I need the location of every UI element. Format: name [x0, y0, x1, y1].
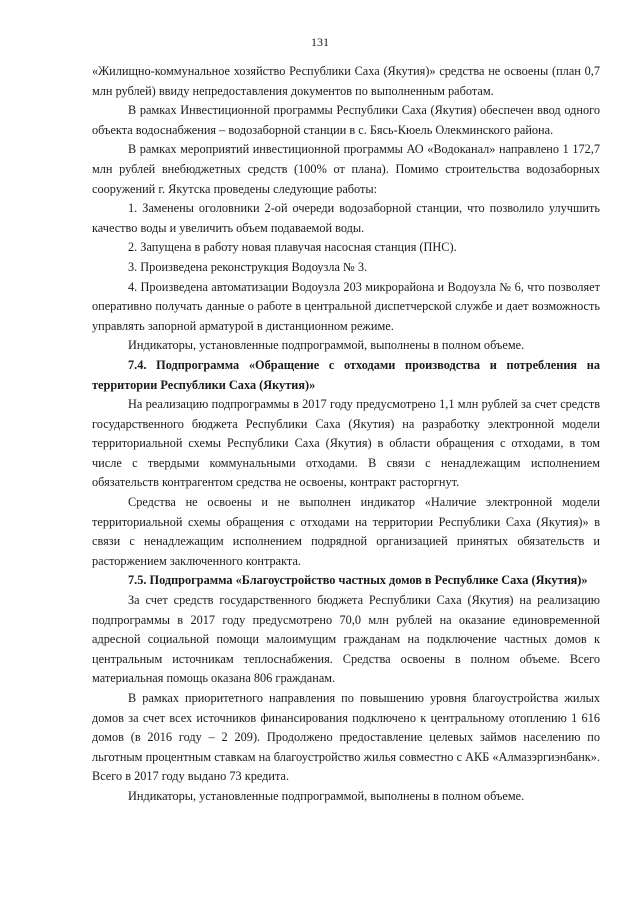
paragraph: В рамках мероприятий инвестиционной программы АО «Водоканал» направлено 1 172,7 млн рублей внебюджетных средств (100% от плана). Помимо строительства водозаборных сооружений г. Якутска проведены следующие работы:: [92, 142, 600, 196]
paragraph: Индикаторы, установленные подпрограммой, выполнены в полном объеме.: [128, 338, 525, 353]
list-item: 3. Произведена реконструкция Водоузла № 3.: [128, 259, 368, 274]
paragraph: В рамках Инвестиционной программы Республики Саха (Якутия) обеспечен ввод одного объекта водоснабжения – водозаборной станции в с. Бясь-Кюель Олекминского района.: [92, 103, 600, 137]
page-number: 131: [311, 35, 329, 49]
paragraph: Индикаторы, установленные подпрограммой, выполнены в полном объеме.: [128, 788, 525, 803]
section-heading: 7.4. Подпрограмма «Обращение с отходами производства и потребления на территории Республики Саха (Якутия)»: [92, 357, 600, 392]
list-item: 1. Заменены оголовники 2-ой очереди водозаборной станции, что позволило улучшить качество воды и увеличить объем подаваемой воды.: [92, 201, 600, 235]
list-item: 2. Запущена в работу новая плавучая насосная станция (ПНС).: [128, 240, 457, 255]
paragraph: На реализацию подпрограммы в 2017 году предусмотрено 1,1 млн рублей за счет средств государственного бюджета Республики Саха (Якутия) на разработку электронной модели территориальной схемы Республики Саха (Якутия) в области обращения с отходами, в том числе с твердыми коммунальными отходами. В связи с ненадлежащим исполнением обязательств контрагентом средства не освоены, контракт расторгнут.: [92, 397, 600, 490]
paragraph: Средства не освоены и не выполнен индикатор «Наличие электронной модели территориальной схемы обращения с отходами на территории Республики Саха (Якутия)» в связи с ненадлежащим исполнением подрядной организацией принятых обязательств и расторжением заключенного контракта.: [92, 495, 600, 568]
section-heading: 7.5. Подпрограмма «Благоустройство частных домов в Республике Саха (Якутия)»: [128, 573, 588, 588]
document-body: [92, 62, 600, 807]
paragraph: В рамках приоритетного направления по повышению уровня благоустройства жилых домов за счет всех источников финансирования подключено к центральному отоплению 1 616 домов (в 2016 году – 2 209). Продолжено предоставление целевых займов населению по льготным процентным ставкам на благоустройство жилья совместно с АКБ «Алмазэргиэнбанк». Всего в 2017 году выдано 73 кредита.: [92, 691, 600, 784]
paragraph: «Жилищно-коммунальное хозяйство Республики Саха (Якутия)» средства не освоены (план 0,7 млн рублей) ввиду непредоставления документов по выполненным работам.: [92, 64, 600, 98]
paragraph: За счет средств государственного бюджета Республики Саха (Якутия) на реализацию подпрограммы в 2017 году предусмотрено 70,0 млн рублей на оказание единовременной адресной социальной помощи малоимущим гражданам на подключение частных домов к центральным источникам теплоснабжения. Средства освоены в полном объеме. Всего материальная помощь оказана 806 гражданам.: [92, 593, 600, 686]
list-item: 4. Произведена автоматизации Водоузла 203 микрорайона и Водоузла № 6, что позволяет оперативно получать данные о работе в центральной диспетчерской службе и дает возможность управлять запорной арматурой в дистанционном режиме.: [92, 279, 600, 333]
